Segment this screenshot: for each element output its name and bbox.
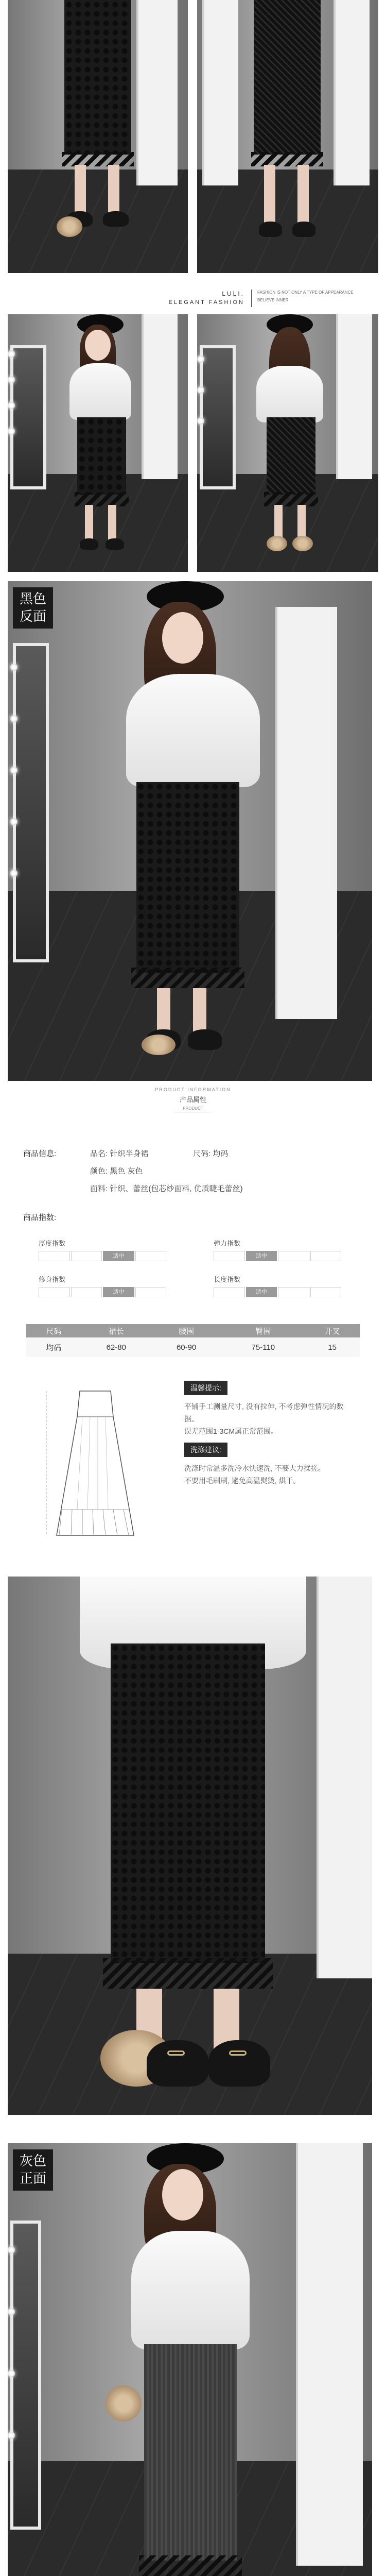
- waist-cell: 60-90: [151, 1337, 221, 1357]
- photo-grey-main: [8, 2143, 372, 2576]
- wash-title: 洗涤建议:: [184, 1443, 227, 1457]
- warm-title: 温馨提示:: [184, 1381, 227, 1395]
- slogan-line2: BELIEVE INNER: [257, 298, 289, 302]
- size-header-waist: 腰围: [151, 1324, 221, 1337]
- length-cell: 62-80: [81, 1337, 151, 1357]
- size-cell: 均码: [26, 1337, 81, 1357]
- size-line: 尺码: 均码: [193, 1149, 229, 1158]
- fit-scale: 适中: [39, 1287, 167, 1297]
- elastic-label: 弹力指数: [214, 1240, 241, 1247]
- photo-black-closeup: [8, 1577, 372, 2115]
- photo-top-right: [197, 0, 378, 273]
- slit-cell: 15: [305, 1337, 360, 1357]
- brand-divider: [251, 290, 252, 307]
- table-row: [26, 1337, 360, 1357]
- photo-top-left: [8, 0, 188, 273]
- params-header: [0, 1087, 386, 1111]
- warm-tips: [184, 1381, 354, 1437]
- thickness-label: 厚度指数: [39, 1240, 66, 1247]
- fit-label: 修身指数: [39, 1276, 66, 1283]
- thickness-scale: 适中: [39, 1251, 167, 1261]
- params-title-sub: PRODUCT: [183, 1106, 203, 1111]
- size-table: [26, 1324, 360, 1357]
- brand-top: LULI.: [222, 290, 244, 297]
- fabric-line: 面料: 针织、蕾丝(包芯纱面料, 优质睫毛蕾丝): [90, 1184, 243, 1193]
- photo-mid-right: [197, 314, 378, 572]
- warm-line1: 平铺手工测量尺寸, 没有拉伸, 不考虑弹性情况的数据。: [184, 1402, 344, 1423]
- brand-logo: [149, 290, 244, 306]
- brand-bottom: ELEGANT FASHION: [168, 299, 244, 306]
- size-header-length: 裙长: [81, 1324, 151, 1337]
- wash-tips: [184, 1443, 354, 1487]
- photo-mid-left: [8, 314, 188, 572]
- color-line: 颜色: 黑色 灰色: [90, 1167, 143, 1176]
- elastic-scale: 适中: [214, 1251, 342, 1261]
- size-header-slit: 开叉: [305, 1324, 360, 1337]
- slogan-line1: FASHION IS NOT ONLY A TYPE OF APPEARANCE: [257, 290, 354, 295]
- wash-line2: 不要用毛刷刷, 避免高温熨烫, 烘干。: [184, 1477, 301, 1485]
- name-line: 品名: 针织半身裙: [90, 1149, 149, 1158]
- params-title-cn: 产品属性: [179, 1096, 206, 1104]
- brand-slogan: [257, 290, 378, 302]
- photo-black-main: [8, 581, 372, 1081]
- wash-line1: 洗涤时常温多洗冷水快速洗, 不要大力揉搓。: [184, 1464, 325, 1472]
- hip-cell: 75-110: [221, 1337, 305, 1357]
- size-header-hip: 臀围: [221, 1324, 305, 1337]
- length-label: 长度指数: [214, 1276, 241, 1283]
- badge-grey: 灰色正面: [13, 2149, 53, 2191]
- size-header-size: 尺码: [26, 1324, 81, 1337]
- length-scale: 适中: [214, 1287, 342, 1297]
- info-label: 商品信息:: [23, 1149, 57, 1158]
- index-label: 商品指数:: [23, 1213, 57, 1222]
- params-title-en: PRODUCT INFORMATION: [155, 1087, 231, 1092]
- badge-black: 黑色反面: [13, 587, 53, 629]
- warm-line2: 误差范围1-3CM属正常范围。: [184, 1427, 278, 1435]
- skirt-diagram: [31, 1381, 160, 1546]
